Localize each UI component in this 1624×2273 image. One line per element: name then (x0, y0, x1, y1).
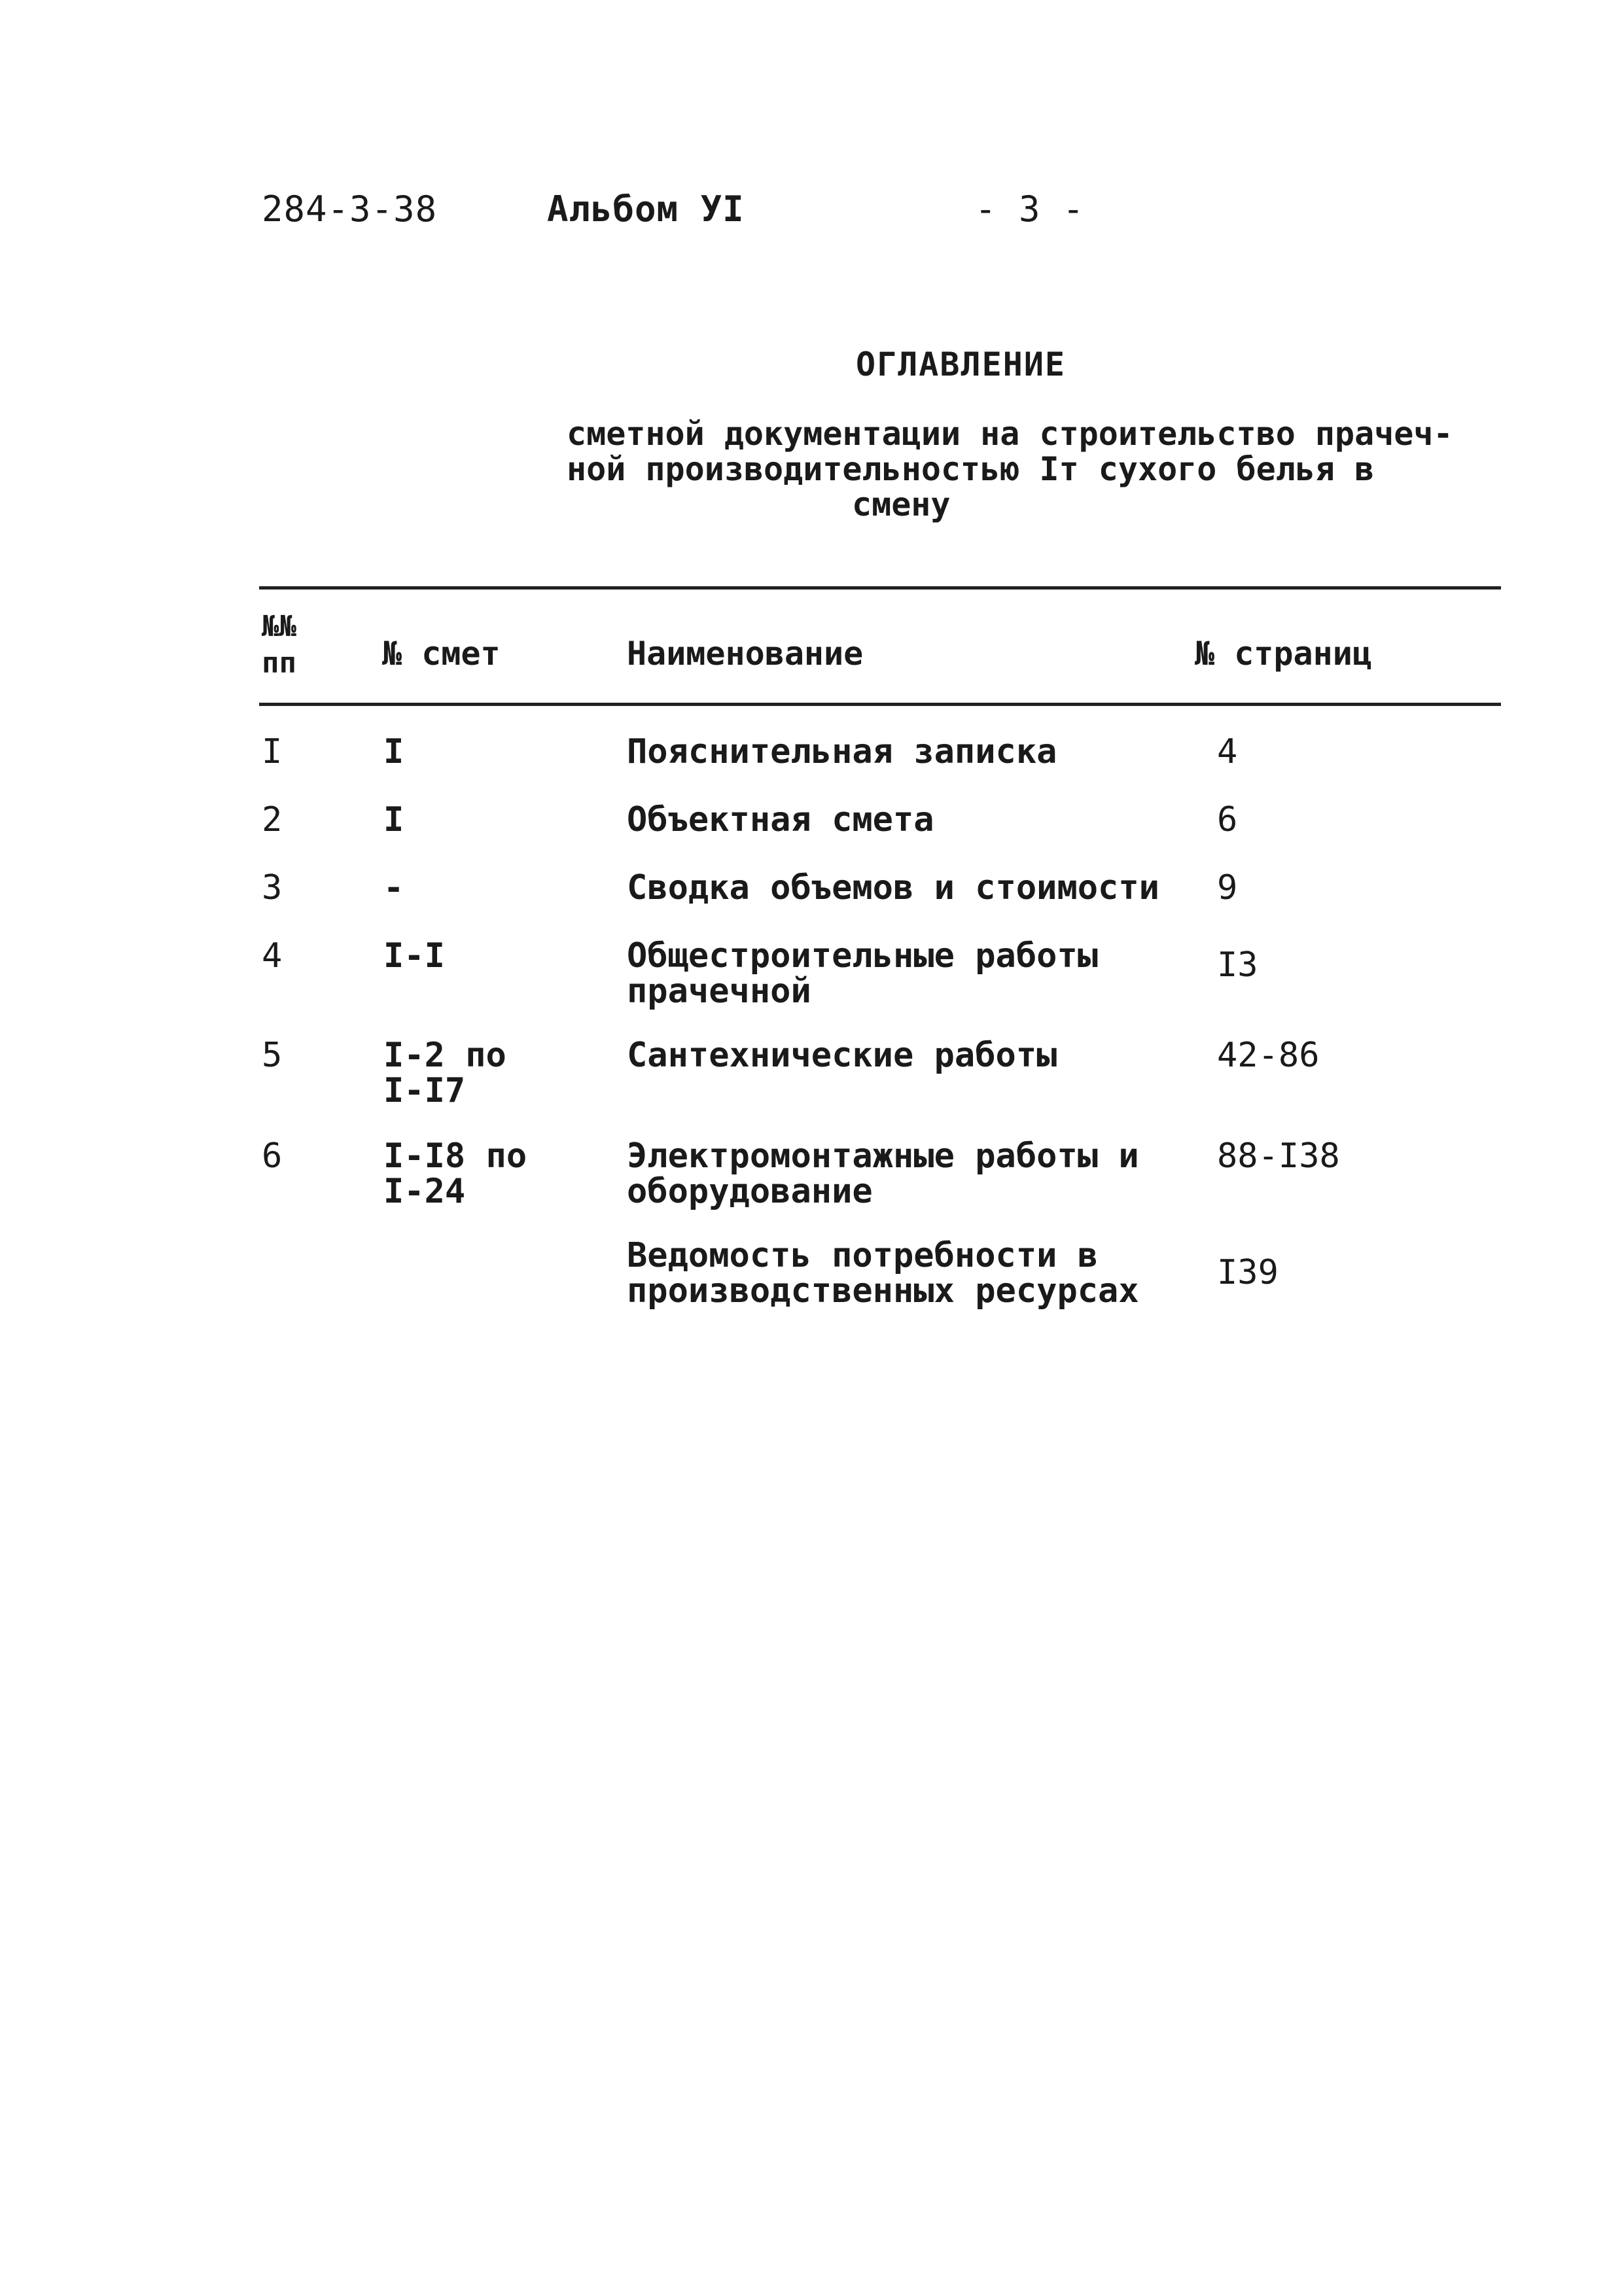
page-number: - 3 - (975, 188, 1085, 230)
table-top-rule (259, 586, 1501, 590)
row-pages: I39 (1217, 1253, 1279, 1292)
table-header-rule (259, 703, 1501, 706)
row-number: 6 (262, 1136, 283, 1176)
row-estimate-line: I-2 по (383, 1036, 506, 1075)
row-number: 5 (262, 1036, 283, 1075)
row-estimate (383, 938, 445, 974)
row-name (627, 870, 1159, 906)
row-pages: 4 (1217, 732, 1238, 771)
row-name-line: производственных ресурсах (627, 1271, 1139, 1311)
row-estimate (383, 734, 404, 769)
row-pages: 42-86 (1217, 1036, 1320, 1075)
row-estimate-line: I-I7 (383, 1071, 466, 1110)
row-name (627, 1038, 1057, 1073)
row-number: 4 (262, 936, 283, 976)
row-estimate (383, 1138, 527, 1209)
row-estimate (383, 870, 404, 906)
column-header-pages: № страниц (1195, 635, 1372, 673)
row-estimate (383, 802, 404, 837)
subtitle-line-3: смену (852, 485, 951, 523)
row-name-line: прачечной (627, 972, 811, 1011)
row-number: 2 (262, 800, 283, 839)
column-header-number-line-2: пп (262, 646, 296, 680)
row-number: I (262, 732, 283, 771)
album-label: Альбом УI (547, 188, 745, 230)
row-estimate-line: I-24 (383, 1172, 466, 1211)
row-name-line: Пояснительная записка (627, 732, 1057, 771)
page-subtitle (567, 416, 1509, 522)
row-estimate-line: I (383, 800, 404, 839)
row-pages: 6 (1217, 800, 1238, 839)
row-name (627, 938, 1098, 1009)
document-code: 284-3-38 (262, 188, 438, 230)
row-name (627, 802, 934, 837)
row-name-line: Общестроительные работы (627, 936, 1099, 976)
column-header-number (262, 608, 296, 682)
column-header-name: Наименование (627, 635, 864, 673)
subtitle-line-2: ной производительностью Iт сухого белья в (567, 450, 1375, 488)
row-name-line: Электромонтажные работы и (627, 1136, 1139, 1176)
subtitle-line-1: сметной документации на строительство прачеч- (567, 415, 1453, 453)
row-estimate-line: I (383, 732, 404, 771)
row-name-line: оборудование (627, 1172, 873, 1211)
row-estimate-line: - (383, 868, 404, 907)
row-name-line: Сантехнические работы (627, 1036, 1057, 1075)
row-name-line: Объектная смета (627, 800, 934, 839)
row-pages: 9 (1217, 868, 1238, 907)
row-name-line: Ведомость потребности в (627, 1236, 1099, 1275)
row-name (627, 734, 1057, 769)
row-name-line: Сводка объемов и стоимости (627, 868, 1159, 907)
row-pages: 88-I38 (1217, 1136, 1340, 1176)
row-name (627, 1238, 1139, 1309)
row-number: 3 (262, 868, 283, 907)
column-header-estimate: № смет (382, 635, 501, 673)
page-title: ОГЛАВЛЕНИЕ (856, 345, 1067, 383)
row-pages: I3 (1217, 945, 1258, 985)
row-name (627, 1138, 1139, 1209)
column-header-number-line-1: №№ (262, 610, 296, 643)
row-estimate-line: I-I (383, 936, 445, 976)
row-estimate-line: I-I8 по (383, 1136, 527, 1176)
row-estimate (383, 1038, 506, 1108)
